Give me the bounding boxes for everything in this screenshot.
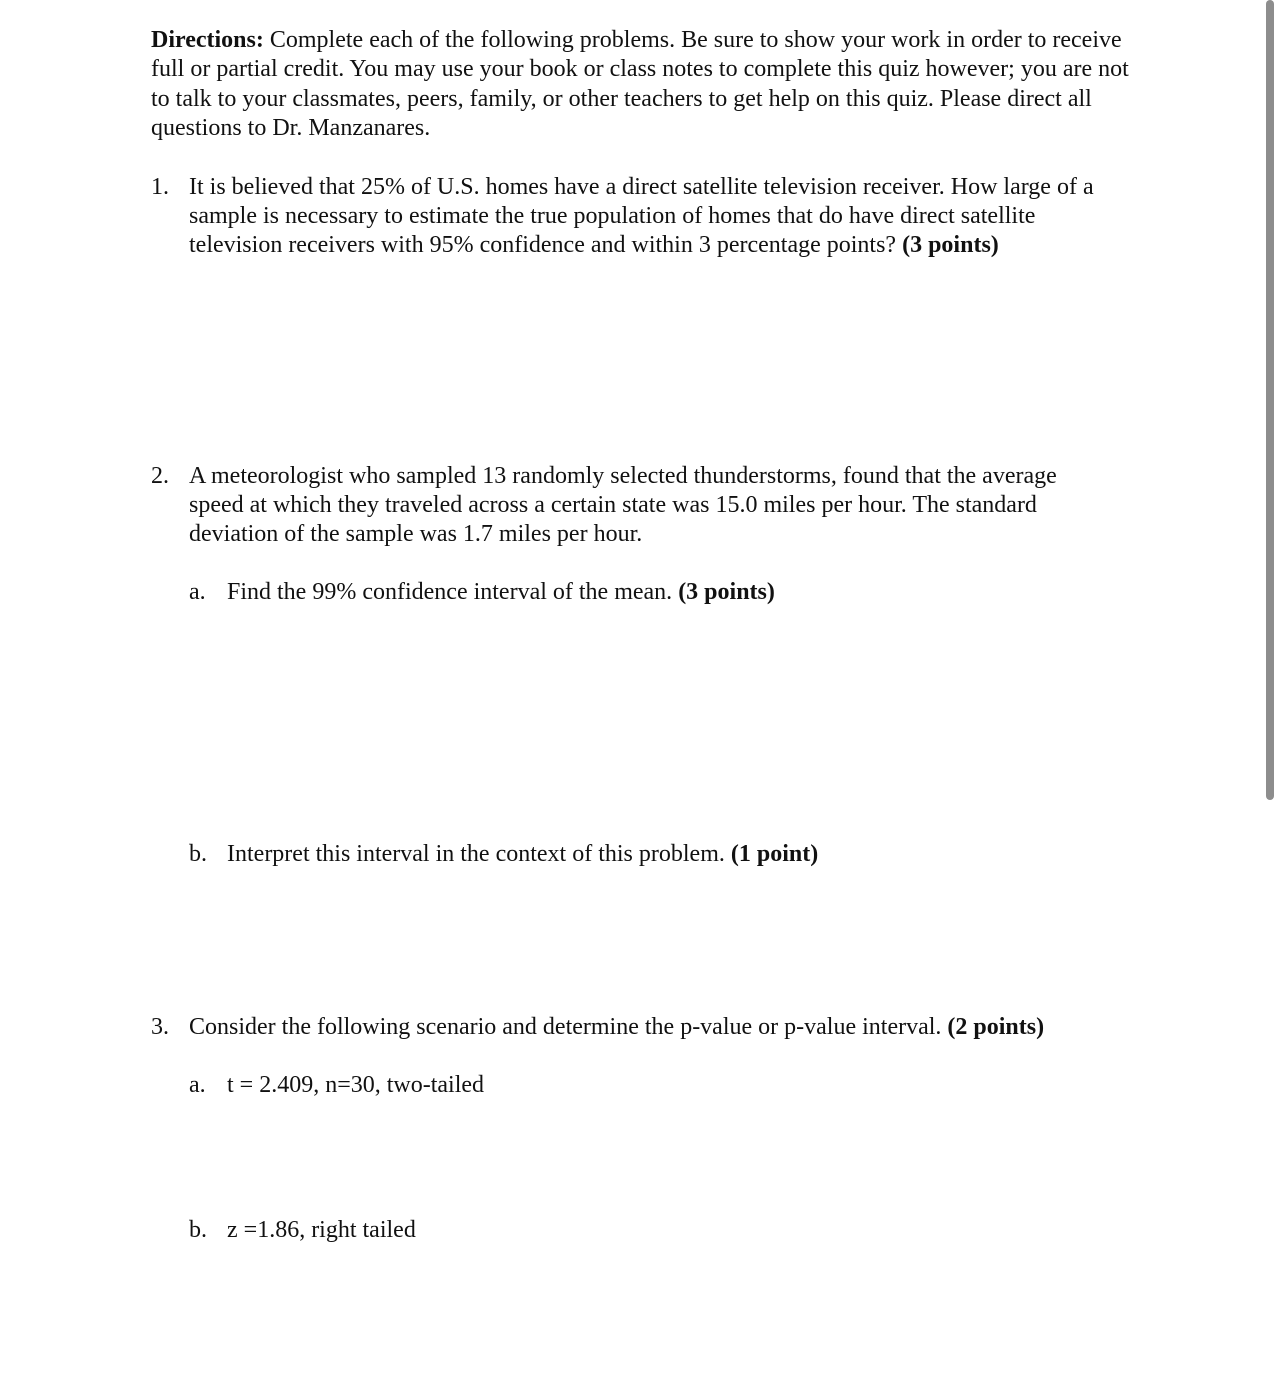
question-1-number: 1. <box>151 174 169 200</box>
question-3a-text: t = 2.409, n=30, two-tailed <box>227 1072 485 1098</box>
question-2-text: A meteorologist who sampled 13 randomly selected thunderstorms, found that the average speed at which they traveled across a certain state was 15.0 miles per hour. The standard deviation of the sample was 1.7 miles per hour. <box>189 463 1057 547</box>
question-3-text <box>189 1013 1134 1042</box>
question-2a-body: Find the 99% confidence interval of the mean. <box>227 579 673 605</box>
question-2b-letter: b. <box>189 841 207 867</box>
directions-paragraph <box>151 26 1131 143</box>
question-1-body: It is believed that 25% of U.S. homes have a direct satellite television receiver. How large of a sample is necessary to estimate the true population of homes that do have direct satellite television receivers with 95% confidence and within 3 percentage points? <box>189 174 1094 258</box>
question-2b-points: (1 point) <box>730 841 819 867</box>
question-3a-letter: a. <box>189 1072 206 1098</box>
question-3-number: 3. <box>151 1014 169 1040</box>
question-2b-body: Interpret this interval in the context of this problem. <box>227 841 725 867</box>
question-3-points: (2 points) <box>947 1014 1045 1040</box>
question-2-number: 2. <box>151 463 169 489</box>
question-2a-points: (3 points) <box>678 579 775 605</box>
question-1-points: (3 points) <box>902 232 999 258</box>
question-2a-letter: a. <box>189 579 206 605</box>
directions-label: Directions: <box>151 27 264 53</box>
question-1-text <box>189 173 1134 260</box>
question-2b-text <box>227 840 1127 869</box>
directions-text: Complete each of the following problems. Be sure to show your work in order to receive full or partial credit. You may use your book or class notes to complete this quiz however; you are not to talk to your classmates, peers, family, or other teachers to get help on this quiz. Please direct all questions to Dr. Manzanares. <box>151 27 1129 141</box>
question-3b-text: z =1.86, right tailed <box>227 1217 416 1243</box>
scrollbar-thumb[interactable] <box>1266 0 1274 800</box>
question-3b-letter: b. <box>189 1217 207 1243</box>
question-2a-text <box>227 578 1127 607</box>
question-3-body: Consider the following scenario and determine the p-value or p-value interval. <box>189 1014 942 1040</box>
